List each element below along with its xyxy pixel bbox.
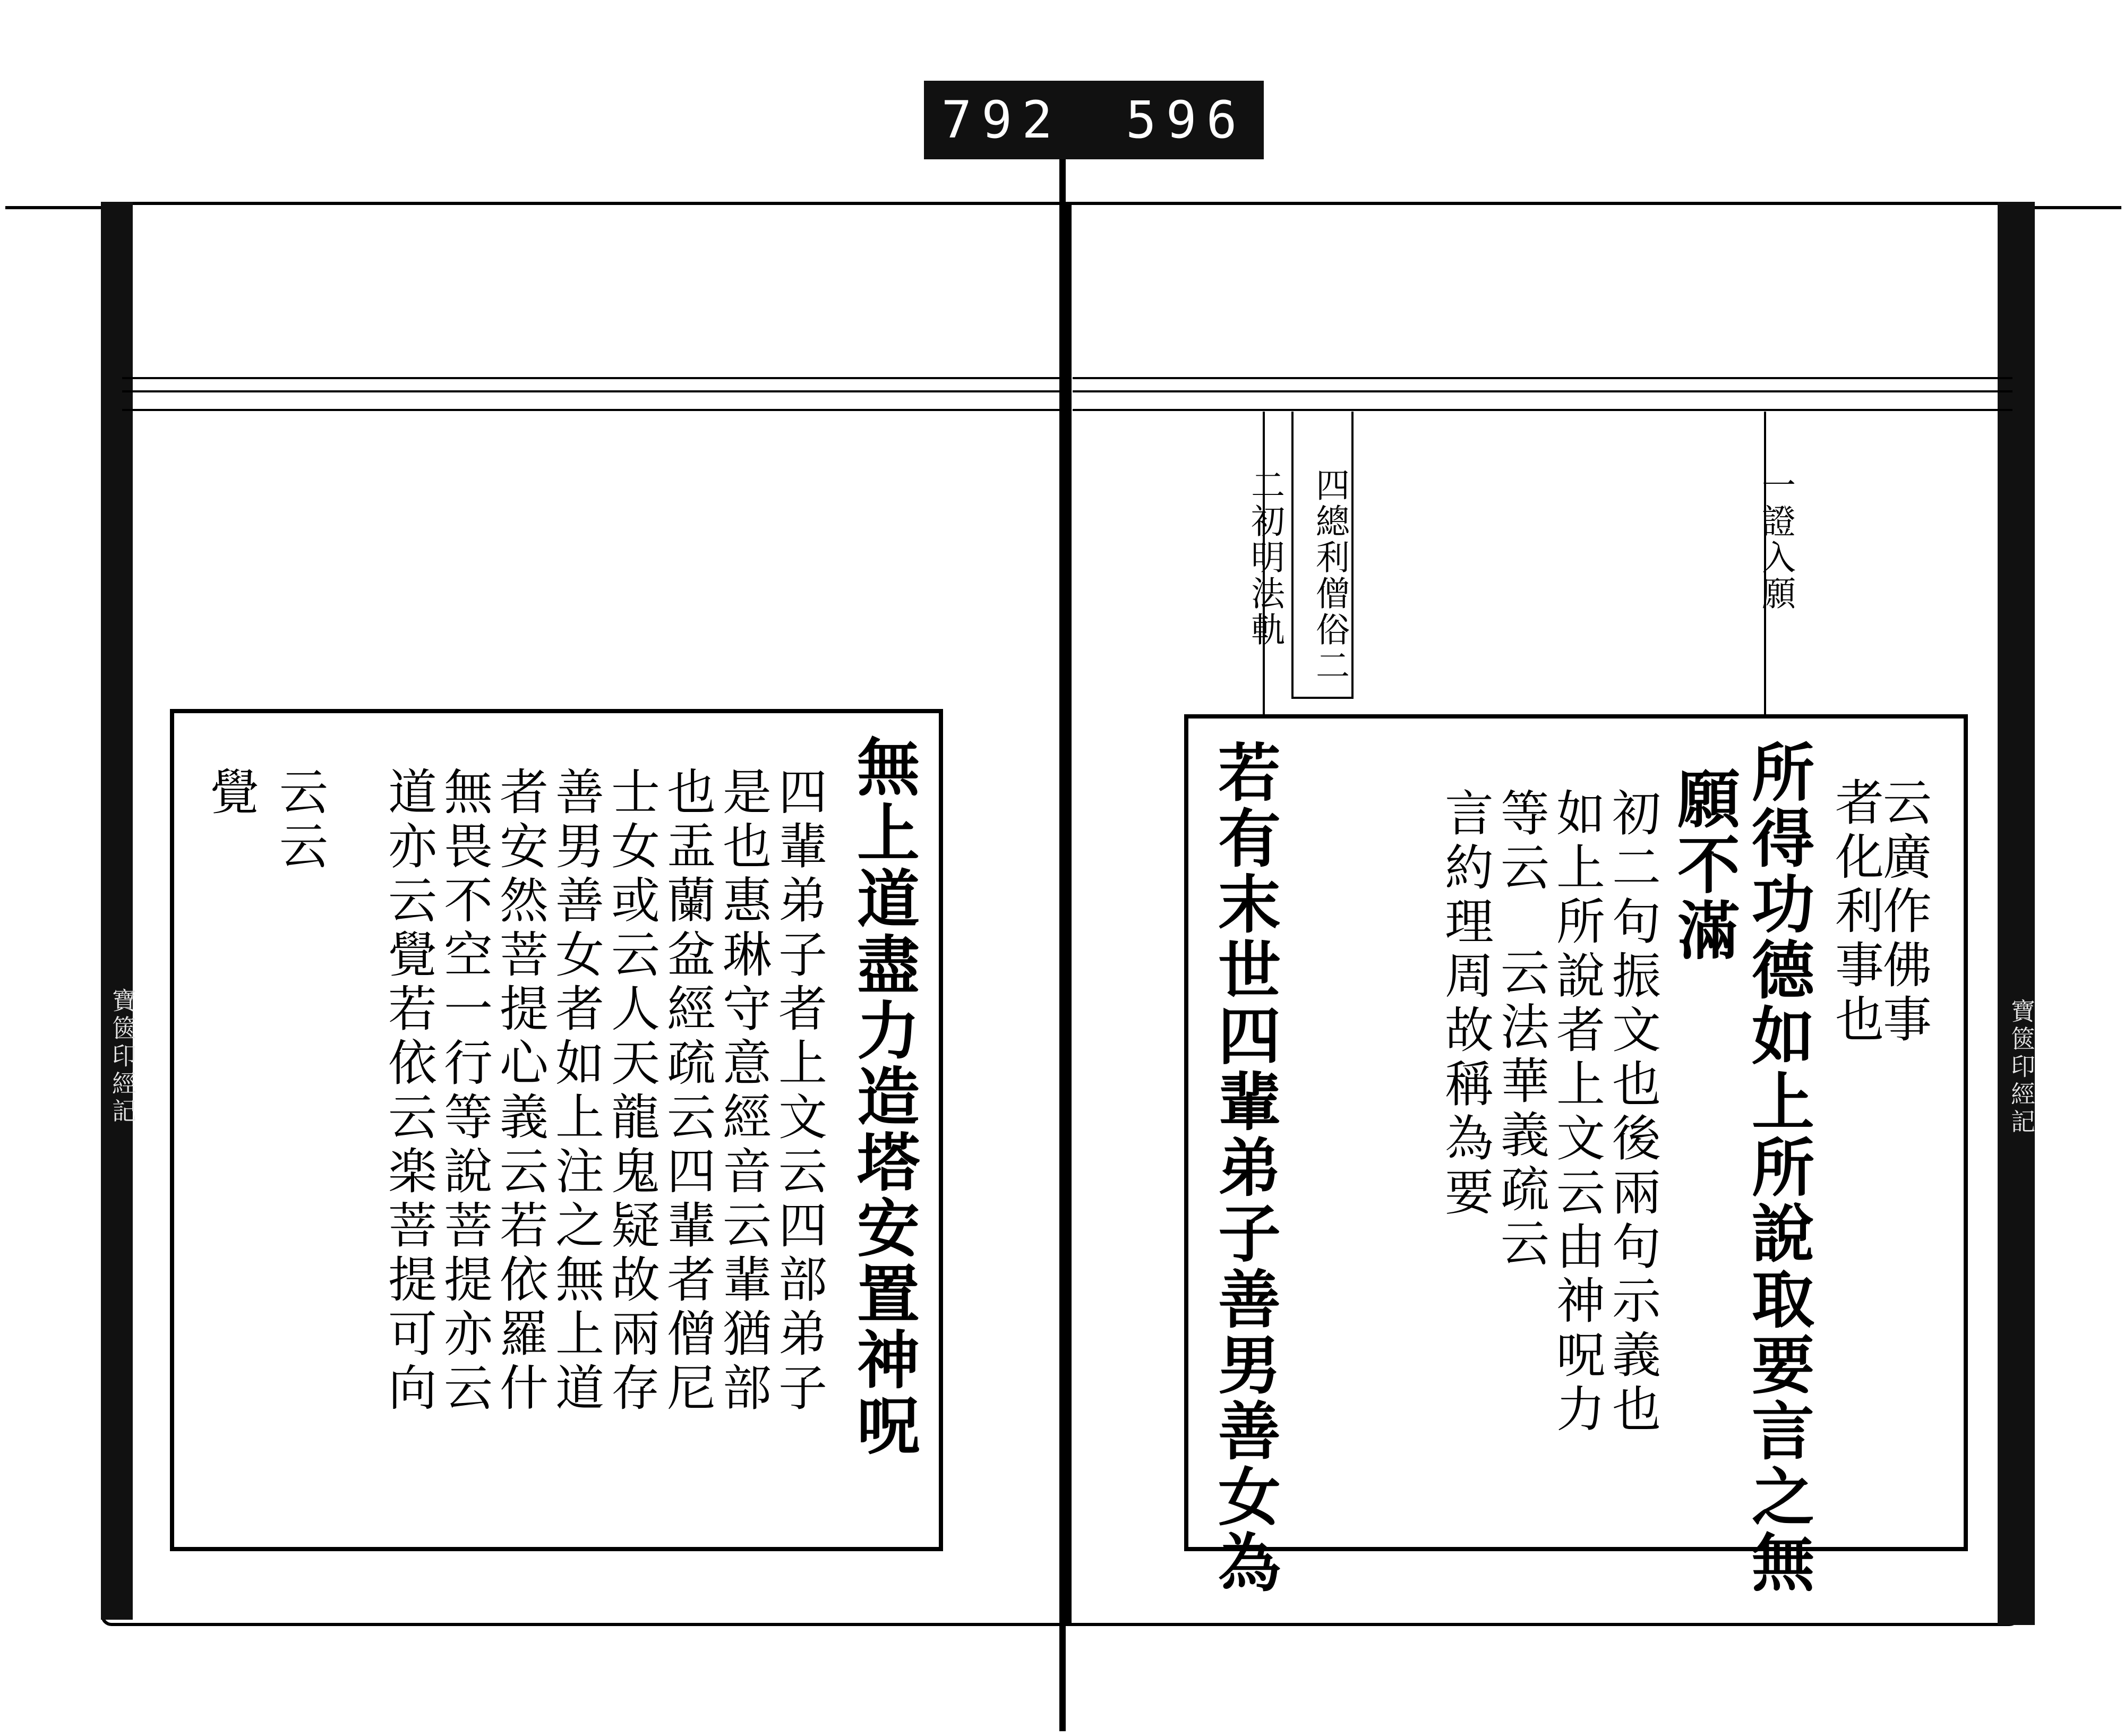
left-col-10: 云云 [271,766,328,875]
left-col-7: 者安然菩提心義云若依羅什 [492,766,549,1416]
call-number-label [924,81,1264,159]
right-header-rule-top [1073,377,2012,379]
left-page-fore-edge [101,202,137,1620]
call-number-left: 792 [941,90,1062,150]
heading-gloss-3: 一證入願 [1756,467,1795,612]
left-col-9: 道亦云覺若依云楽菩提可向 [380,766,437,1416]
heading-gloss-1: 二初明法軌 [1245,467,1284,648]
left-text-frame [170,709,943,1551]
call-number-right: 596 [1126,90,1247,150]
left-spine-title: 寶篋印經記 [108,988,137,1126]
right-col-9: 言約理周故稱為要 [1437,788,1494,1221]
heading-gloss-2: 四總利僧俗二 [1310,467,1349,684]
right-col-6: 如上所說者上文云由神呪力 [1548,788,1605,1438]
right-col-5: 初二句振文也後兩句示義也 [1604,788,1661,1438]
right-text-frame [1184,714,1968,1596]
right-col-10: 若有末世四輩弟子善男善女為 [1207,740,1281,1596]
right-page-fore-edge [1998,202,2035,1625]
left-col-3: 是也惠琳守意經音云輩猶部 [715,766,772,1416]
left-header-rule-bottom [122,409,1059,411]
left-col-4: 也盂蘭盆經疏云四輩者僧尼 [659,766,716,1416]
left-col-11: 覺 [202,766,259,820]
right-header-rule-mid [1073,390,2012,392]
right-spine-title: 寶篋印經記 [2007,998,2036,1136]
right-col-8: 云法華義疏云 [1493,947,1549,1272]
left-col-2: 四輩弟子者上文云四部弟子 [770,766,827,1416]
heading-hook-2 [1291,697,1354,699]
right-header-rule-bottom [1073,409,2012,411]
right-col-1: 云廣作佛事 [1875,777,1932,1048]
left-header-rule-mid [122,390,1059,392]
left-header-rule-top [122,377,1059,379]
right-col-4: 願不滿 [1667,766,1741,964]
right-col-2: 者化利事也 [1827,777,1884,1048]
right-col-3: 所得功德如上所說取要言之無 [1741,740,1815,1596]
left-col-1: 無上道盡力造塔安置神呪 [846,734,920,1459]
right-col-7: 等云 [1493,788,1549,896]
left-col-5: 士女或云人天龍鬼疑故兩存 [603,766,660,1416]
left-col-8: 無畏不空一行等說菩提亦云 [436,766,493,1416]
left-col-6: 善男善女者如上注之無上道 [547,766,604,1416]
heading-tie-2 [1291,412,1294,698]
book-gutter [1059,159,1066,1731]
